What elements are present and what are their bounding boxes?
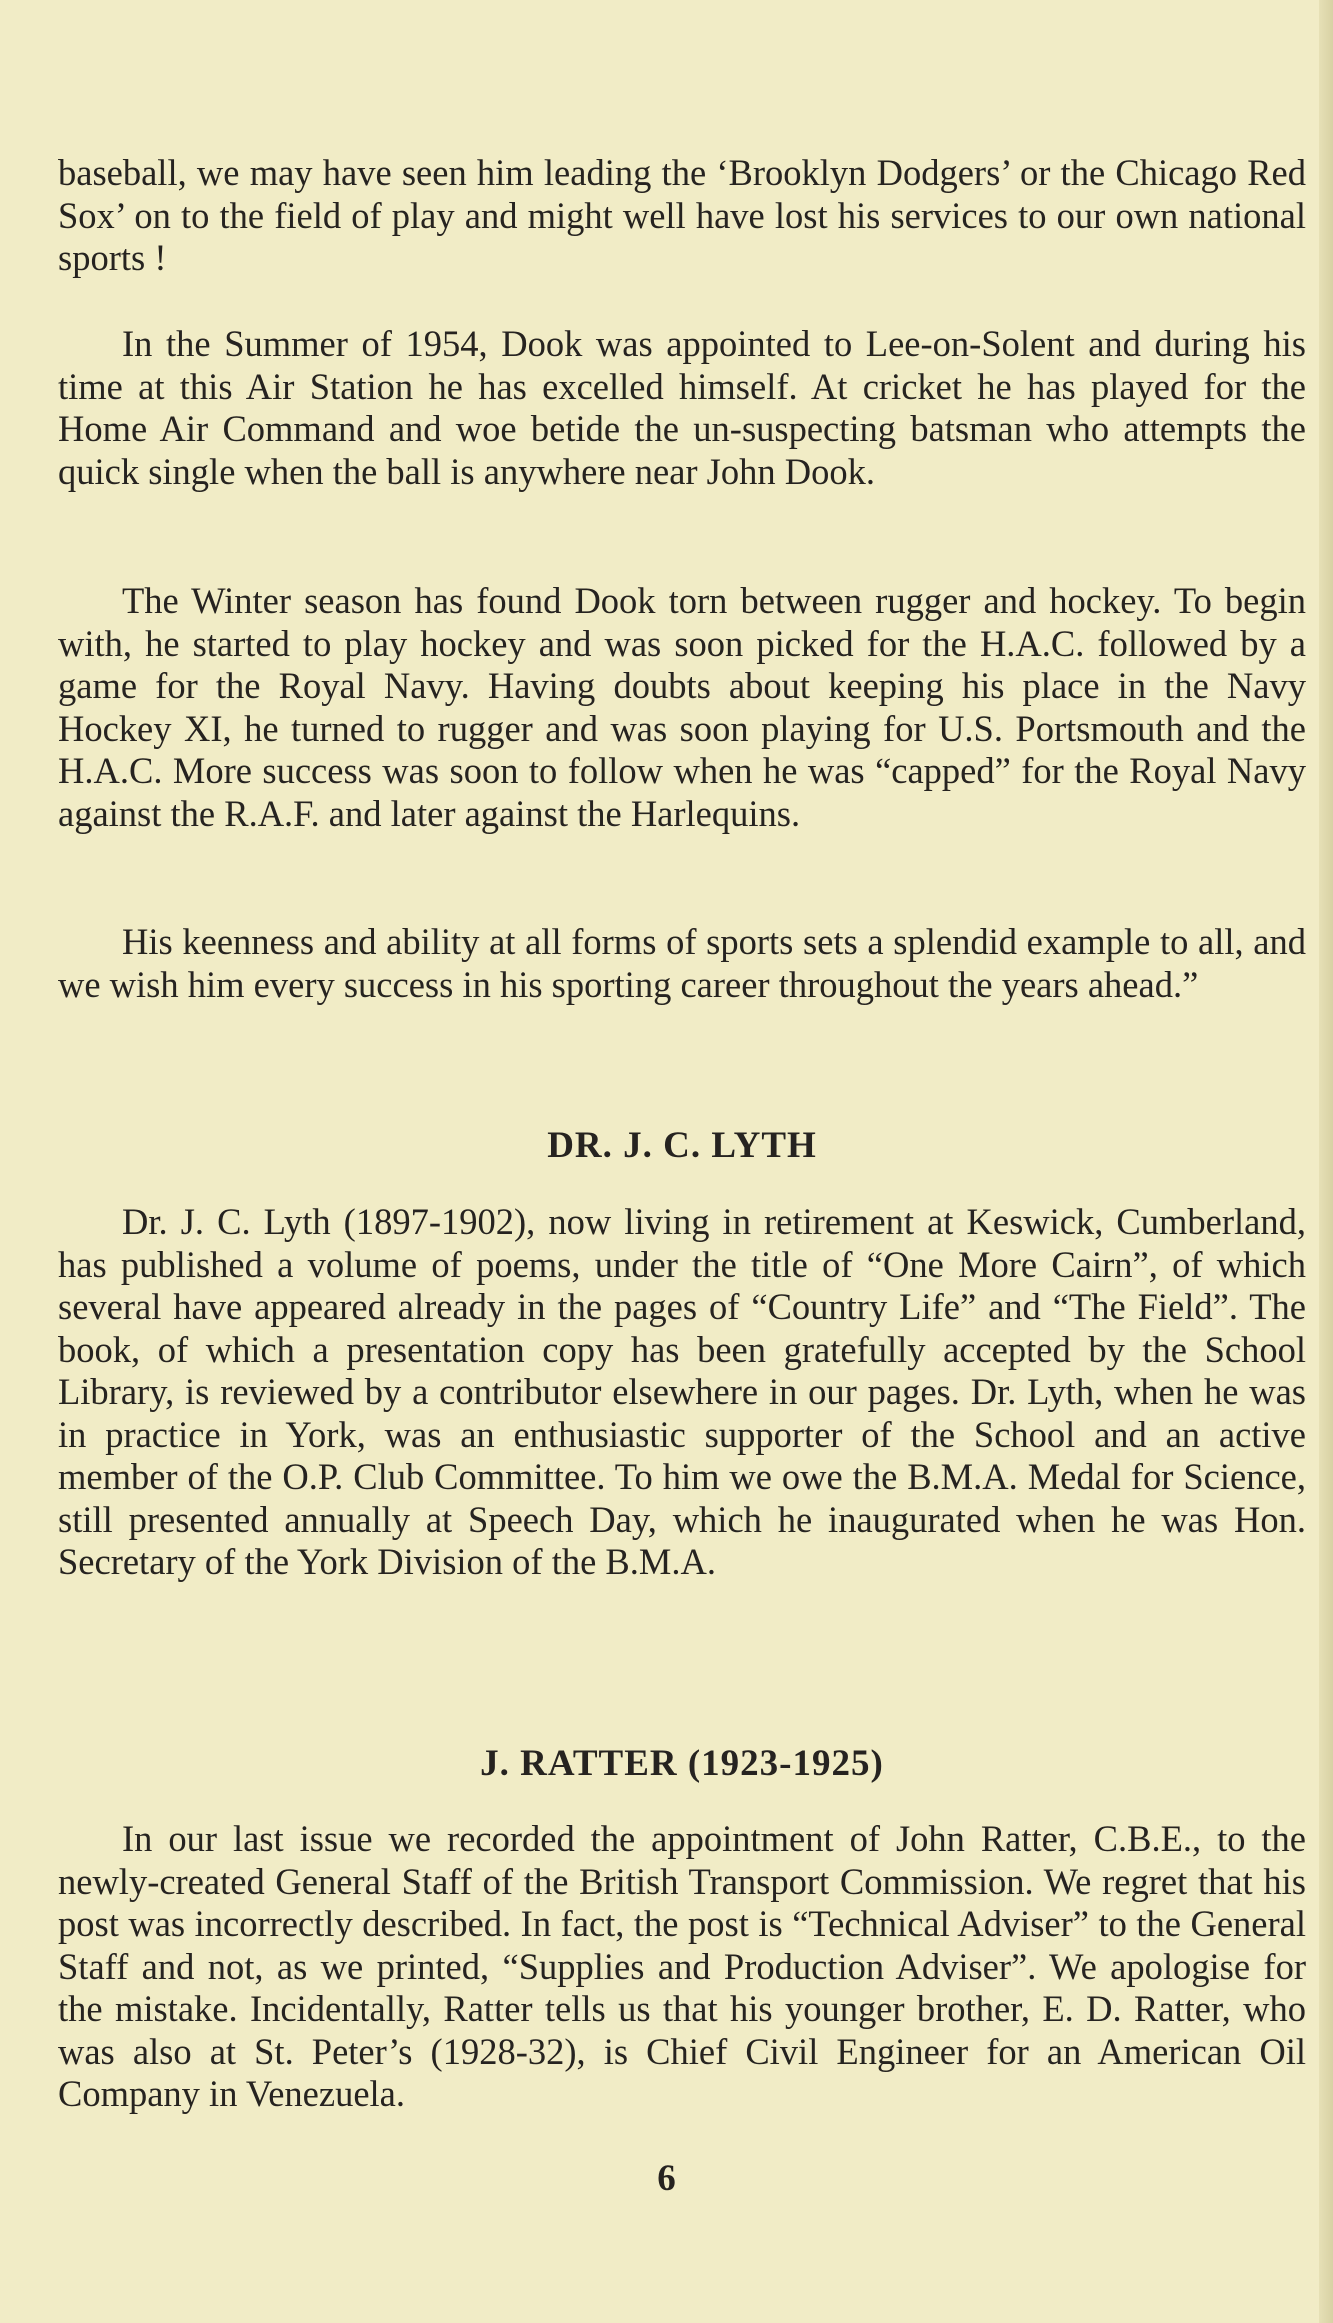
- heading-ratter: J. RATTER (1923-1925): [480, 1743, 884, 1784]
- heading-dr-lyth: DR. J. C. LYTH: [547, 1125, 817, 1166]
- paragraph-ratter: In our last issue we recorded the appointment of John Ratter, C.B.E., to the newly-created General Staff of the British Transport Commission. We regret that his post was incorrectly described. In fact, the post is “Technical Adviser” to the General Staff and not, as we printed, “Supplies and Production Adviser”. We apologise for the mistake. Incidentally, Ratter tells us that his younger brother, E. D. Ratter, who was also at St. Peter’s (1928-32), is Chief Civil Engineer for an American Oil Company in Venezuela.: [58, 1818, 1306, 2114]
- page-number: 6: [657, 2158, 676, 2199]
- paragraph-keenness: His keenness and ability at all forms of sports sets a splendid example to all, and we wish him every success in his sporting career throughout the years ahead.”: [58, 921, 1306, 1005]
- page-edge-shadow: [1319, 0, 1333, 2323]
- paragraph-winter-season: The Winter season has found Dook torn between rugger and hockey. To begin with, he started to play hockey and was soon picked for the H.A.C. followed by a game for the Royal Navy. Having doubts about keeping his place in the Navy Hockey XI, he turned to rugger and was soon playing for U.S. Portsmouth and the H.A.C. More success was soon to follow when he was “capped” for the Royal Navy against the R.A.F. and later against the Harlequins.: [58, 580, 1306, 834]
- paragraph-lyth: Dr. J. C. Lyth (1897-1902), now living in retirement at Keswick, Cumberland, has published a volume of poems, under the title of “One More Cairn”, of which several have appeared already in the pages of “Country Life” and “The Field”. The book, of which a presentation copy has been gratefully accepted by the School Library, is reviewed by a contributor elsewhere in our pages. Dr. Lyth, when he was in practice in York, was an enthusiastic supporter of the School and an active member of the O.P. Club Committee. To him we owe the B.M.A. Medal for Science, still presented annually at Speech Day, which he inaugurated when he was Hon. Secretary of the York Division of the B.M.A.: [58, 1201, 1306, 1582]
- paragraph-baseball: baseball, we may have seen him leading the ‘Brooklyn Dodgers’ or the Chicago Red Sox’ on to the field of play and might well have lost his services to our own national sports !: [58, 152, 1306, 278]
- paragraph-summer-1954: In the Summer of 1954, Dook was appointed to Lee-on-Solent and during his time at this Air Station he has excelled himself. At cricket he has played for the Home Air Command and woe betide the un-suspecting batsman who attempts the quick single when the ball is anywhere near John Dook.: [58, 323, 1306, 492]
